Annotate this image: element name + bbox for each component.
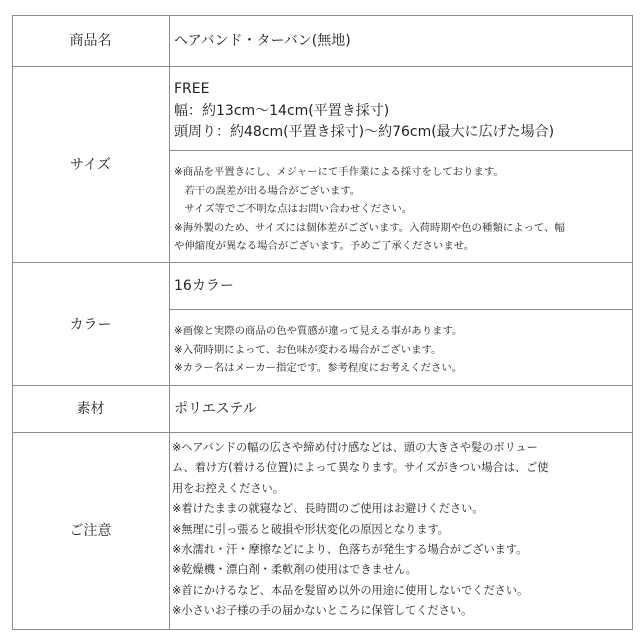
size-note: ※商品を平置きにし、メジャーにて手作業による採寸をしております。 bbox=[174, 166, 504, 178]
caution-note: ※首にかけるなど、本品を髪留め以外の用途に使用しないでください。 bbox=[172, 583, 529, 597]
row-divider bbox=[12, 432, 633, 433]
caution-note: ム、着け方(着ける位置)によって異なります。サイズがきつい場合は、ご使 bbox=[172, 461, 549, 475]
table-border-right bbox=[632, 15, 633, 630]
column-divider bbox=[169, 15, 170, 630]
size-note: ※海外製のため、サイズには個体差がございます。入荷時期や色の種類によって、幅 bbox=[174, 221, 565, 234]
color-label: カラー bbox=[69, 317, 112, 333]
size-notes bbox=[174, 163, 632, 256]
color-notes bbox=[174, 322, 632, 378]
row-divider bbox=[12, 66, 633, 67]
row-divider bbox=[12, 262, 633, 263]
size-free: FREE bbox=[174, 81, 210, 97]
row-divider bbox=[12, 385, 633, 386]
size-note: や伸縮度が異なる場合がございます。予めご了承くださいませ。 bbox=[174, 240, 475, 252]
color-note: ※画像と実際の商品の色や質感が違って見える事があります。 bbox=[174, 325, 463, 337]
size-label: サイズ bbox=[70, 157, 111, 173]
caution-note: ※無理に引っ張ると破損や形状変化の原因となります。 bbox=[172, 522, 449, 536]
color-note: ※カラー名はメーカー指定です。参考程度にお考えください。 bbox=[174, 362, 463, 374]
caution-note: ※ヘアバンドの幅の広さや締め付け感などは、頭の大きさや髪のボリュー bbox=[172, 441, 538, 454]
caution-note: 用をお控えください。 bbox=[172, 481, 284, 495]
product-name-label: 商品名 bbox=[69, 33, 112, 49]
material-value: ポリエステル bbox=[174, 401, 257, 417]
size-width: 幅：約13cm〜14cm(平置き採寸) bbox=[174, 102, 390, 119]
product-name-value: ヘアバンド・ターバン(無地) bbox=[174, 33, 351, 49]
size-note: 若干の誤差が出る場合がございます。 bbox=[174, 184, 361, 197]
material-label: 素材 bbox=[76, 401, 105, 417]
size-head-circumference: 頭周り：約48cm(平置き採寸)〜約76cm(最大に広げた場合) bbox=[174, 124, 555, 140]
caution-note: ※着けたままの就寝など、長時間のご使用はお避けください。 bbox=[172, 502, 484, 516]
table-border-top bbox=[12, 15, 633, 16]
table-border-bottom bbox=[12, 629, 633, 630]
caution-label: ご注意 bbox=[69, 523, 112, 539]
cell-divider bbox=[169, 309, 633, 310]
color-note: ※入荷時期によって、お色味が変わる場合がございます。 bbox=[174, 343, 442, 356]
caution-note: ※水濡れ・汗・摩擦などにより、色落ちが発生する場合がございます。 bbox=[172, 543, 528, 557]
caution-notes bbox=[172, 438, 632, 622]
size-note: サイズ等でご不明な点はお問い合わせください。 bbox=[174, 203, 413, 215]
cell-divider bbox=[169, 150, 633, 151]
color-count: 16カラー bbox=[174, 278, 234, 294]
size-spec bbox=[174, 79, 632, 144]
caution-note: ※小さいお子様の手の届かないところに保管してください。 bbox=[172, 604, 473, 618]
caution-note: ※乾燥機・漂白剤・柔軟剤の使用はできません。 bbox=[172, 563, 417, 577]
